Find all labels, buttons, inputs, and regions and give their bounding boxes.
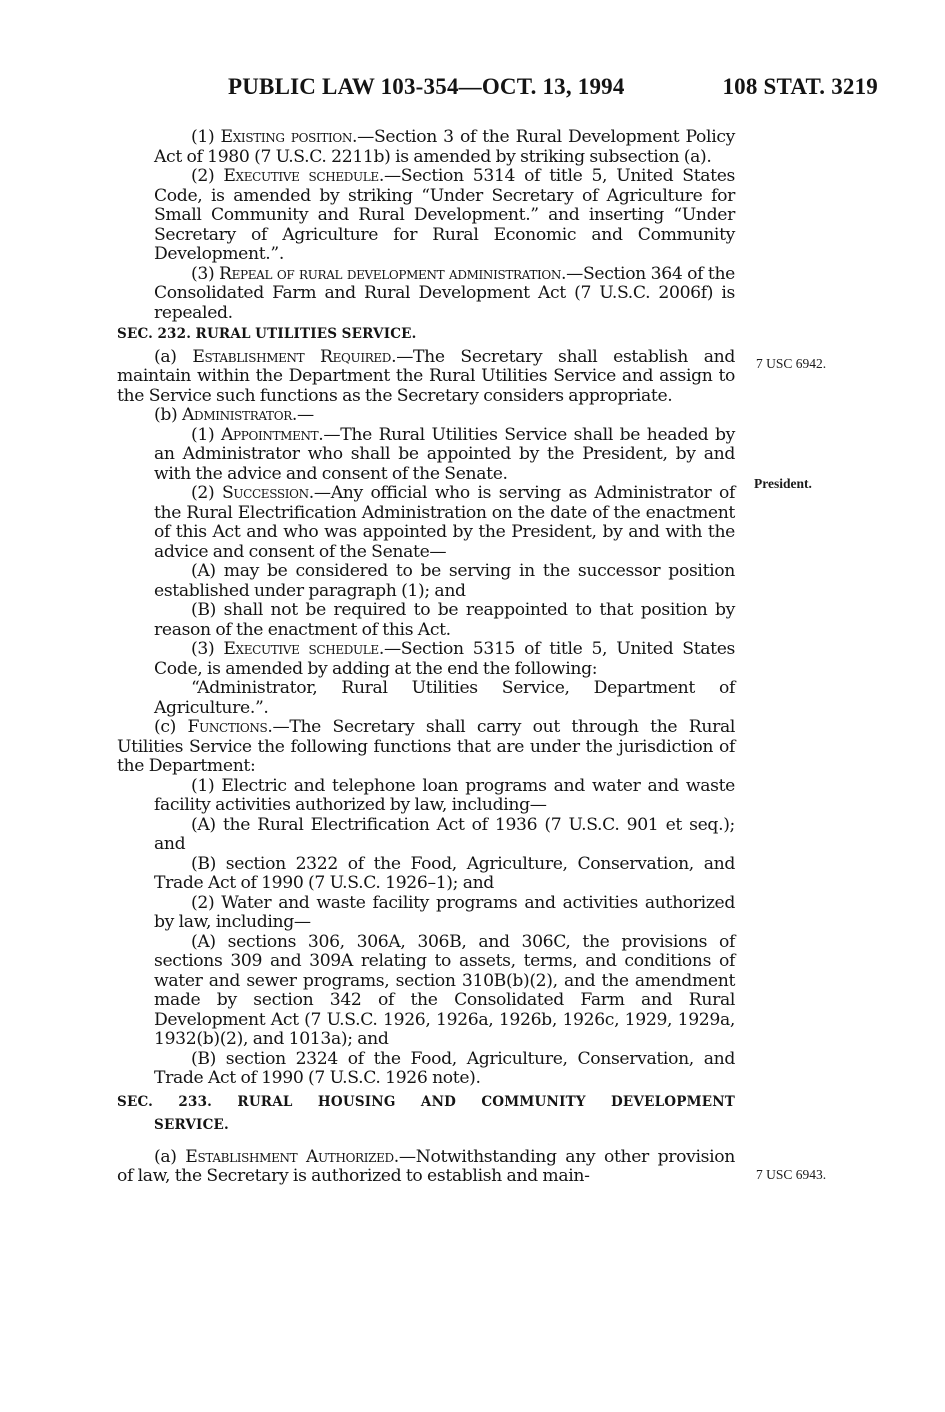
quoted-amendment: “Administrator, Rural Utilities Service, Department of Agriculture.”. — [154, 678, 735, 718]
subparagraph-c2-a: (A) sections 306, 306A, 306B, and 306C, the provisions of sections 309 and 309A relating to assets, terms, and conditions of water and sewer programs, section 310B(b)(2), and the amendment made by section 342 of the Consolidated Farm and Rural Development Act (7 U.S.C. 1926, 1926a, 1926b, 1926c, 1929, 1929a, 1932(b)(2), and 1013a); and — [154, 931, 735, 1049]
subparagraph-c2-b: (B) section 2324 of the Food, Agriculture, Conservation, and Trade Act of 1990 (7 U.S.C. 1926 note). — [154, 1048, 735, 1088]
heading-executive-schedule-b3: Executive schedule. — [223, 639, 384, 659]
heading-repeal-rda: Repeal of rural development administration. — [219, 263, 567, 284]
paragraph-functions: (c) Functions.—The Secretary shall carry out through the Rural Utilities Service the following functions that are under the jurisdiction of the Department: — [117, 717, 735, 776]
margin-note-usc-6943: 7 USC 6943. — [756, 1167, 827, 1182]
heading-appointment: Appointment. — [220, 424, 324, 445]
subparagraph-c1-b: (B) section 2322 of the Food, Agriculture, Conservation, and Trade Act of 1990 (7 U.S.C. 1926–1); and — [154, 853, 735, 893]
heading-existing-position: Existing position. — [220, 127, 358, 147]
paragraph-appointment: (1) Appointment.—The Rural Utilities Service shall be headed by an Administrator who shall be appointed by the President, by and with the advice and consent of the Senate. — [154, 424, 735, 484]
heading-establishment-authorized: Establishment Authorized. — [185, 1146, 399, 1167]
subparagraph-b2-b: (B) shall not be required to be reappointed to that position by reason of the enactment of this Act. — [154, 600, 735, 640]
paragraph-repeal-rda: (3) Repeal of rural development administration.—Section 364 of the Consolidated Farm and Rural Development Act (7 U.S.C. 2006f) is repealed. — [154, 263, 735, 323]
paragraph-executive-schedule: (2) Executive schedule.—Section 5314 of title 5, United States Code, is amended by striking “Under Secretary of Agriculture for Small Community and Rural Development.” and inserting “Under Secretary of Agriculture for Rural Economic and Community Development.”. — [154, 166, 735, 264]
document-body — [117, 128, 735, 1187]
paragraph-c2: (2) Water and waste facility programs and activities authorized by law, including— — [154, 892, 735, 932]
paragraph-succession: (2) Succession.—Any official who is serving as Administrator of the Rural Electrification Administration on the date of the enactment of this Act and who was appointed by the President, by and with the advice and consent of the Senate— — [154, 483, 736, 562]
running-head-page: 108 STAT. 3219 — [722, 74, 878, 99]
heading-functions: Functions. — [187, 717, 273, 737]
margin-note-usc-6942: 7 USC 6942. — [756, 356, 827, 371]
heading-administrator: Administrator. — [181, 405, 297, 425]
subparagraph-c1-a: (A) the Rural Electrification Act of 1936 (7 U.S.C. 901 et seq.); and — [154, 814, 735, 854]
running-head-title: PUBLIC LAW 103-354—OCT. 13, 1994 — [228, 74, 625, 99]
paragraph-establishment-required: (a) Establishment Required.—The Secretary shall establish and maintain within the Department the Rural Utilities Service and assign to the Service such functions as the Secretary considers appropriate. — [117, 346, 735, 406]
paragraph-c1: (1) Electric and telephone loan programs and water and waste facility activities authorized by law, including— — [154, 775, 735, 815]
paragraph-administrator: (b) Administrator.— — [154, 405, 314, 425]
heading-succession: Succession. — [221, 483, 314, 503]
section-heading-233-cont: SERVICE. — [154, 1117, 229, 1133]
subparagraph-b2-a: (A) may be considered to be serving in the successor position established under paragraph (1); and — [154, 561, 735, 601]
margin-note-president: President. — [754, 476, 812, 491]
page-header — [228, 74, 878, 106]
paragraph-existing-position: (1) Existing position.—Section 3 of the Rural Development Policy Act of 1980 (7 U.S.C. 2211b) is amended by striking subsection (a). — [154, 127, 735, 167]
paragraph-executive-schedule-b3: (3) Executive schedule.—Section 5315 of title 5, United States Code, is amended by adding at the end the following: — [154, 639, 735, 679]
section-heading-233: SEC. 233. RURAL HOUSING AND COMMUNITY DEVELOPMENT — [117, 1093, 735, 1110]
section-heading-232: SEC. 232. RURAL UTILITIES SERVICE. — [117, 326, 417, 342]
heading-executive-schedule: Executive schedule. — [223, 166, 384, 186]
paragraph-establishment-authorized: (a) Establishment Authorized.—Notwithstanding any other provision of law, the Secretary is authorized to establish and main- — [117, 1146, 735, 1186]
heading-establishment-required: Establishment Required. — [192, 346, 397, 367]
